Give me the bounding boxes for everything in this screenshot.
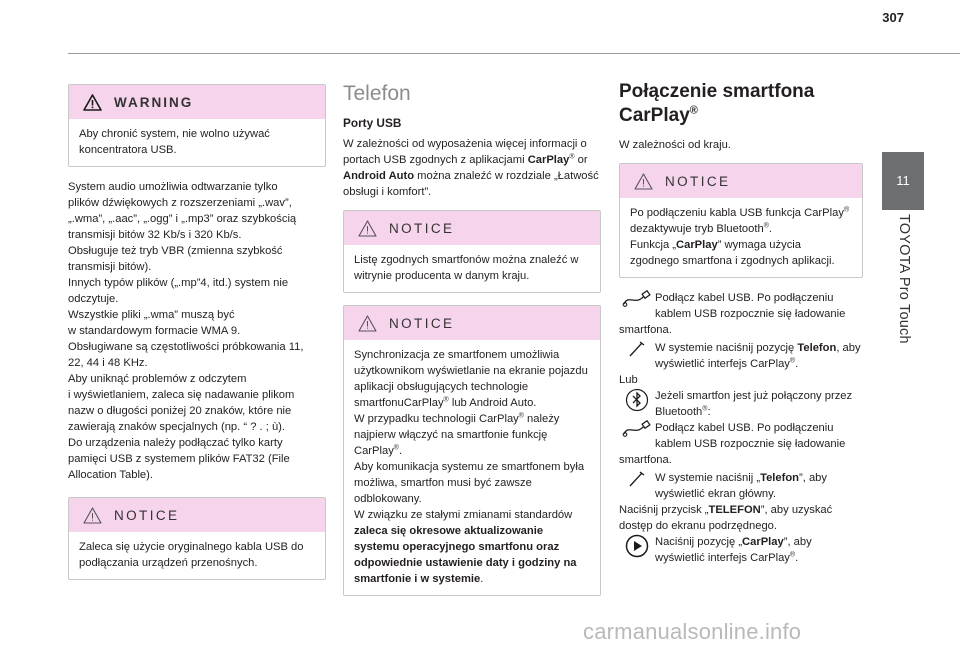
notice-text: Synchronizacja ze smartfonem umożliwia użytkownikom wyświetlanie na ekranie pojazdu aplikacji obsługujących technologie smartfonuCarPlay® lub Android Auto. W przypadku technologii CarPlay® należy najpierw włączyć na smartfonie funkcję CarPlay®. Aby komunikacja systemu ze smartfonem była możliwa, smartfon musi być zawsze odblokowany. W związku ze stałymi zmianami standardów zaleca się okresowe aktualizowanie systemu operacyjnego smartfonu oraz odpowiednie ustawienie daty i godziny na smartfonie i w systemie. <box>354 349 588 585</box>
step-connect-usb-1: Podłącz kabel USB. Po podłączeniu kablem USB rozpocznie się ładowanie smartfona. <box>619 292 846 336</box>
warning-header <box>69 85 325 119</box>
warning-title: WARNING <box>114 94 194 110</box>
notice-header <box>344 211 600 245</box>
audio-formats-paragraph: System audio umożliwia odtwarzanie tylko plików dźwiękowych z rozszerzeniami „.wav”, „.wma”, „.aac”, „.ogg” i „.mp3” oraz szybkością transmisji bitów 32 Kb/s i 320 Kb/s. Obsługuje też tryb VBR (zmienna szybkość transmisji bitów). Innych typów plików („.mp”4, itd.) system nie odczytuje. Wszystkie pliki „.wma” muszą być w standardowym formacie WMA 9. Obsługiwane są częstotliwości próbkowania 11, 22, 44 i 48 KHz. Aby uniknąć problemów z odczytem i wyświetlaniem, zaleca się nadawanie plikom nazw o długości poniżej 20 znaków, które nie zawierają znaków specjalnych (np. “ ? . ; ù). Do urządzenia należy podłączać tylko karty pamięci USB z systemem plików FAT32 (File Allocation Table). <box>68 181 304 481</box>
notice-title: NOTICE <box>389 220 455 236</box>
chapter-title: TOYOTA Pro Touch <box>896 214 912 344</box>
chapter-tab-number[interactable]: 11 <box>882 152 924 210</box>
usb-cable-icon <box>622 290 652 308</box>
or-label: Lub <box>619 374 638 386</box>
column-3 <box>619 81 863 566</box>
telefon-button-paragraph: Naciśnij przycisk „TELEFON”, aby uzyskać dostęp do ekranu podrzędnego. <box>619 504 833 532</box>
step-bluetooth-connected: Jeżeli smartfon jest już połączony przez Bluetooth®: <box>619 388 863 420</box>
warning-triangle-icon <box>83 94 102 111</box>
warning-text: Aby chronić system, nie wolno używać koncentratora USB. <box>79 128 270 156</box>
notice-triangle-icon <box>634 173 653 190</box>
notice-text: Zaleca się użycie oryginalnego kabla USB do podłączania urządzeń przenośnych. <box>79 541 304 569</box>
usb-ports-paragraph: W zależności od wyposażenia więcej informacji o portach USB zgodnych z aplikacjami CarPlay® or Android Auto można znaleźć w rozdziale „Łatwość obsługi i komfort”. <box>343 138 599 198</box>
notice-header <box>344 306 600 340</box>
carplay-intro: W zależności od kraju. <box>619 139 731 151</box>
notice-header <box>69 498 325 532</box>
step-press-carplay: Naciśnij pozycję „CarPlay”, aby wyświetlić interfejs CarPlay®. <box>619 534 863 566</box>
notice-box-usb-cable <box>68 497 326 580</box>
step-press-telefon: W systemie naciśnij pozycję Telefon, aby wyświetlić interfejs CarPlay®. <box>619 340 863 372</box>
step-connect-usb-2: Podłącz kabel USB. Po podłączeniu kablem USB rozpocznie się ładowanie smartfona. <box>619 422 846 466</box>
usb-cable-icon <box>622 420 652 438</box>
header-rule <box>68 53 960 54</box>
section-heading-telefon: Telefon <box>343 82 411 105</box>
notice-text: Listę zgodnych smartfonów można znaleźć w witrynie producenta w danym kraju. <box>354 254 579 282</box>
column-2 <box>343 84 601 608</box>
bluetooth-icon <box>625 388 649 412</box>
notice-title: NOTICE <box>114 507 180 523</box>
notice-box-synchronization <box>343 305 601 596</box>
watermark: carmanualsonline.info <box>583 619 802 644</box>
finger-tap-icon <box>627 470 647 488</box>
subheading-usb-ports: Porty USB <box>343 116 402 130</box>
notice-box-compatible-phones <box>343 210 601 293</box>
finger-tap-icon <box>627 340 647 358</box>
carplay-icon <box>625 534 649 558</box>
notice-header <box>620 164 862 198</box>
notice-title: NOTICE <box>665 173 731 189</box>
column-1 <box>68 84 326 592</box>
notice-triangle-icon <box>358 315 377 332</box>
notice-box-carplay <box>619 163 863 278</box>
notice-triangle-icon <box>358 220 377 237</box>
notice-triangle-icon <box>83 507 102 524</box>
notice-title: NOTICE <box>389 315 455 331</box>
notice-text: Po podłączeniu kabla USB funkcja CarPlay® dezaktywuje tryb Bluetooth®. Funkcja „CarPlay” wymaga użycia zgodnego smartfona i zgodnych aplikacji. <box>630 206 850 267</box>
page-number: 307 <box>882 10 904 25</box>
step-press-telefon-home: W systemie naciśnij „Telefon”, aby wyświetlić ekran główny. <box>619 470 863 502</box>
warning-box <box>68 84 326 167</box>
section-heading-carplay: Połączenie smartfona CarPlay® <box>619 81 815 126</box>
